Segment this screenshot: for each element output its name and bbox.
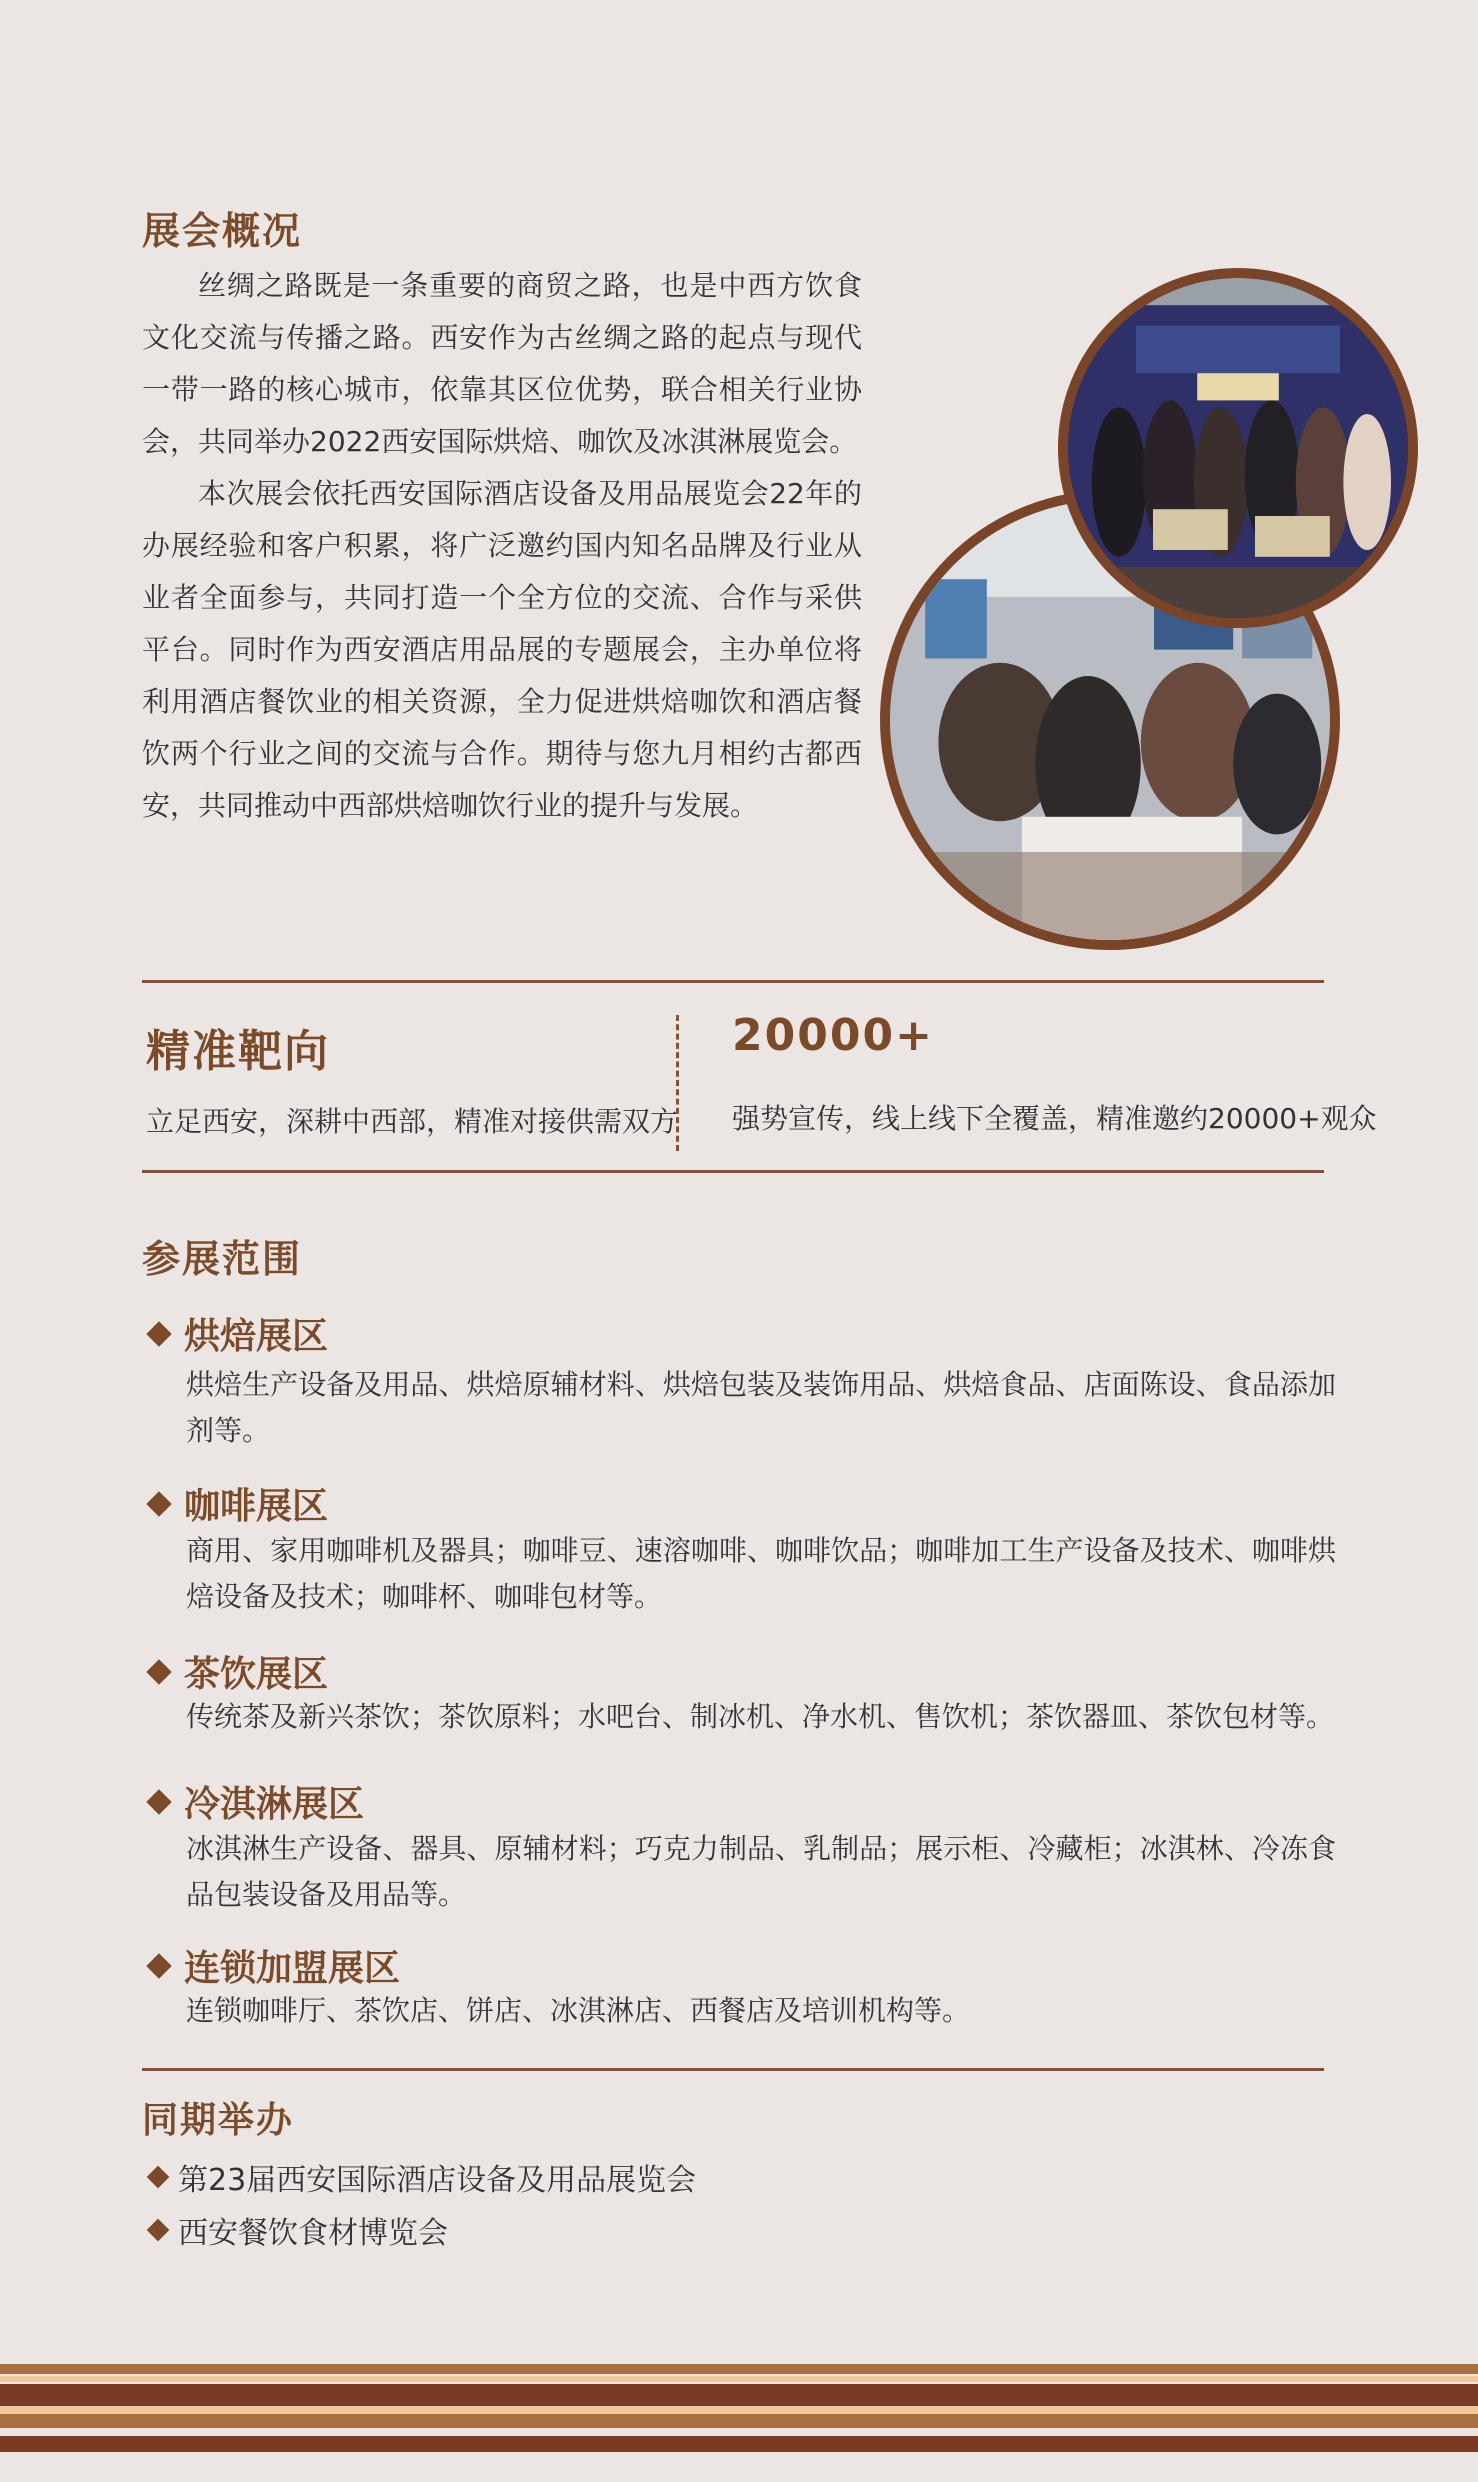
zone-title-franchise [146, 1940, 400, 1991]
stripe-dark-2 [0, 2436, 1478, 2452]
zone-title-bakery [146, 1308, 328, 1359]
zone-name: 咖啡展区 [184, 1486, 329, 1527]
zone-desc-tea: 传统茶及新兴茶饮；茶饮原料；水吧台、制冰机、净水机、售饮机；茶饮器皿、茶饮包材等。 [186, 1700, 1335, 1733]
zone-title-tea [146, 1646, 328, 1697]
overview-paragraph-2: 本次展会依托西安国际酒店设备及用品展览会22年的办展经验和客户积累，将广泛邀约国内知名品牌及行业从业者全面参与，共同打造一个全方位的交流、合作与采供平台。同时作为西安酒店用品展的专题展会，主办单位将利用酒店餐饮业的相关资源，全力促进烘焙咖饮和酒店餐饮两个行业之间的交流与合作。期待与您九月相约古都西安，共同推动中西部烘焙咖饮行业的提升与发展。 [142, 477, 862, 822]
concurrent-item-food-expo [146, 2208, 448, 2252]
diamond-bullet-icon [146, 1491, 171, 1516]
zone-desc-franchise: 连锁咖啡厅、茶饮店、饼店、冰淇淋店、西餐店及培训机构等。 [186, 1994, 971, 2027]
zone-name: 茶饮展区 [184, 1654, 329, 1695]
scope-title: 参展范围 [142, 1237, 303, 1281]
stripe-light-2 [0, 2406, 1478, 2414]
diamond-bullet-icon [146, 1321, 171, 1346]
divider-top [142, 980, 1324, 983]
zone-name: 冷淇淋展区 [184, 1784, 365, 1825]
concurrent-item-label: 第23届西安国际酒店设备及用品展览会 [178, 2163, 697, 2198]
overview-title: 展会概况 [142, 209, 303, 253]
stripe-dark-1 [0, 2384, 1478, 2406]
divider-middle [142, 1170, 1324, 1173]
zone-desc-icecream: 冰淇淋生产设备、器具、原辅材料；巧克力制品、乳制品；展示柜、冷藏柜；冰淇林、冷冻食品包装设备及用品等。 [186, 1832, 1336, 1911]
concurrent-item-hotel-expo [146, 2155, 696, 2199]
group-photo-icon [1058, 268, 1418, 628]
diamond-bullet-icon [146, 1659, 171, 1684]
stripe-light [0, 2376, 1478, 2382]
zone-title-icecream [146, 1776, 364, 1827]
diamond-bullet-icon [147, 2219, 170, 2242]
diamond-bullet-icon [147, 2166, 170, 2189]
feature-title-visitors: 20000+ [732, 1010, 934, 1061]
diamond-bullet-icon [146, 1953, 171, 1978]
feature-title-targeting: 精准靶向 [146, 1026, 330, 1077]
feature-text-visitors: 强势宣传，线上线下全覆盖，精准邀约20000+观众 [732, 1102, 1377, 1135]
divider-bottom [142, 2068, 1324, 2071]
stripe-mid [0, 2414, 1478, 2428]
concurrent-title: 同期举办 [142, 2100, 295, 2141]
zone-desc-bakery: 烘焙生产设备及用品、烘焙原辅材料、烘焙包装及装饰用品、烘焙食品、店面陈设、食品添加剂等。 [186, 1368, 1336, 1447]
zone-name: 烘焙展区 [184, 1316, 329, 1357]
feature-text-targeting: 立足西安，深耕中西部，精准对接供需双方 [146, 1105, 679, 1138]
concurrent-item-label: 西安餐饮食材博览会 [178, 2216, 448, 2251]
diamond-bullet-icon [146, 1789, 171, 1814]
feature-divider [676, 1015, 679, 1151]
stripe-thin-top [0, 2364, 1478, 2374]
overview-paragraph-1: 丝绸之路既是一条重要的商贸之路，也是中西方饮食文化交流与传播之路。西安作为古丝绸之路的起点与现代一带一路的核心城市，依靠其区位优势，联合相关行业协会，共同举办2022西安国际烘焙、咖饮及冰淇淋展览会。 [142, 269, 862, 458]
zone-title-coffee [146, 1478, 328, 1529]
zone-desc-coffee: 商用、家用咖啡机及器具；咖啡豆、速溶咖啡、咖啡饮品；咖啡加工生产设备及技术、咖啡烘焙设备及技术；咖啡杯、咖啡包材等。 [186, 1534, 1336, 1613]
overview-text [142, 260, 862, 832]
zone-name: 连锁加盟展区 [184, 1948, 401, 1989]
